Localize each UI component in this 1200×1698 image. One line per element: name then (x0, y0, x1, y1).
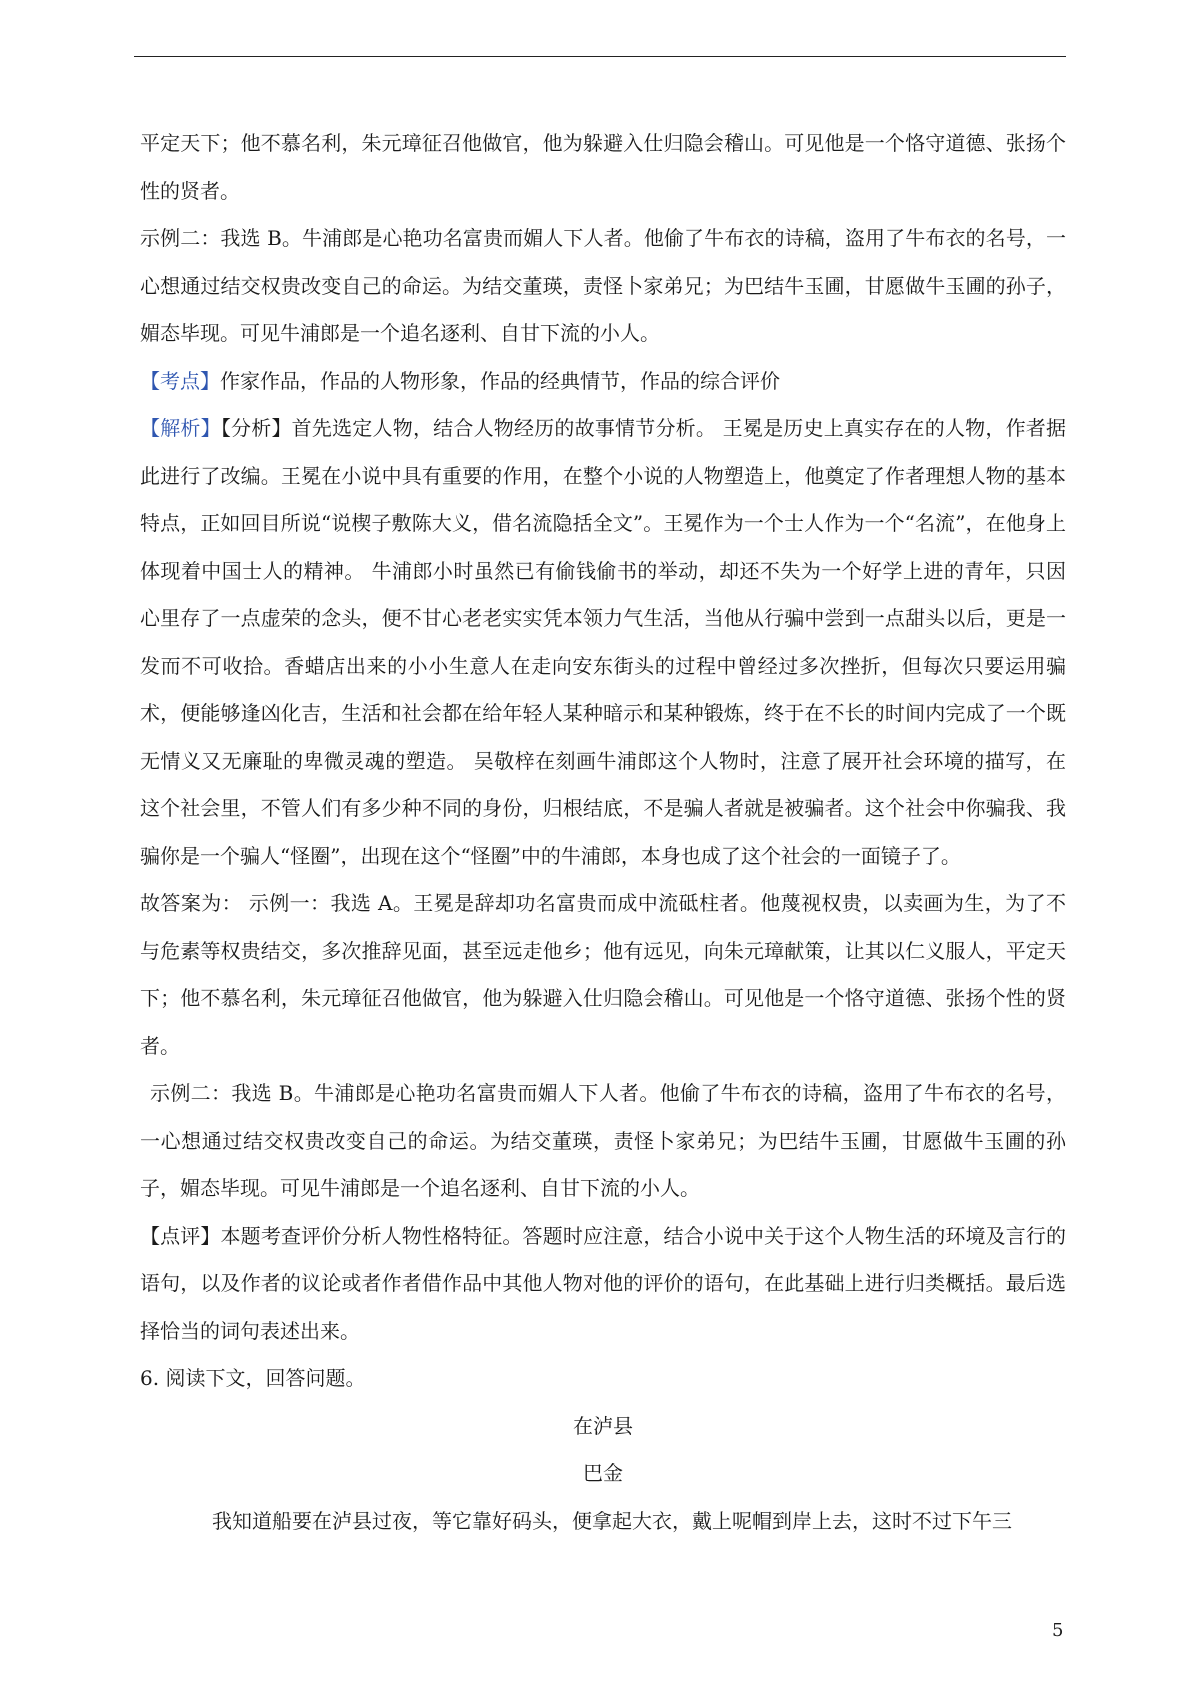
dianping-text: 本题考查评价分析人物性格特征。答题时应注意，结合小说中关于这个人物生活的环境及言行的语句，以及作者的议论或者作者借作品中其他人物对他的评价的语句，在此基础上进行归类概括。最后选择恰当的词句表述出来。 (140, 1223, 1067, 1343)
header-rule (134, 56, 1066, 57)
paragraph-answer-one: 故答案为： 示例一：我选 A。王冕是辞却功名富贵而成中流砥柱者。他蔑视权贵，以卖画为生，为了不与危素等权贵结交，多次推辞见面，甚至远走他乡；他有远见，向朱元璋献策，让其以仁义服人，平定天下；他不慕名利，朱元璋征召他做官，他为躲避入仕归隐会稽山。可见他是一个恪守道德、张扬个性的贤者。 (140, 891, 1066, 1058)
article-author: 巴金 (583, 1461, 623, 1485)
page-number: 5 (1052, 1620, 1064, 1641)
dianping-label: 【点评】 (140, 1223, 221, 1248)
paragraph-answer-two: 示例二：我选 B。牛浦郎是心艳功名富贵而媚人下人者。他偷了牛布衣的诗稿，盗用了牛布衣的名号，一心想通过结交权贵改变自己的命运。为结交董瑛，责怪卜家弟兄；为巴结牛玉圃，甘愿做牛玉圃的孙子，媚态毕现。可见牛浦郎是一个追名逐利、自甘下流的小人。 (140, 1081, 1066, 1200)
jiexi-text: 【分析】首先选定人物，结合人物经历的故事情节分析。 王冕是历史上真实存在的人物，作者据此进行了改编。王冕在小说中具有重要的作用，在整个小说的人物塑造上，他奠定了作者理想人物的基本特点，正如回目所说“说楔子敷陈大义，借名流隐括全文”。王冕作为一个士人作为一个“名流”，在他身上体现着中国士人的精神。 牛浦郎小时虽然已有偷钱偷书的举动，却还不失为一个好学上进的青年，只因心里存了一点虚荣的念头，便不甘心老老实实凭本领力气生活，当他从行骗中尝到一点甜头以后，更是一发而不可收拾。香蜡店出来的小小生意人在走向安东街头的过程中曾经过多次挫折，但每次只要运用骗术，便能够逢凶化吉，生活和社会都在给年轻人某种暗示和某种锻炼，终于在不长的时间内完成了一个既无情义又无廉耻的卑微灵魂的塑造。 吴敬梓在刻画牛浦郎这个人物时，注意了展开社会环境的描写，在这个社会里，不管人们有多少种不同的身份，归根结底，不是骗人者就是被骗者。这个社会中你骗我、我骗你是一个骗人“怪圈”，出现在这个“怪圈”中的牛浦郎，本身也成了这个社会的一面镜子了。 (140, 416, 1067, 868)
article-title: 在泸县 (573, 1413, 633, 1438)
jiexi-label: 【解析】 (140, 416, 221, 440)
paragraph-dianping (140, 1213, 1066, 1356)
question-six: 6. 阅读下文，回答问题。 (140, 1366, 366, 1390)
article-body: 我知道船要在泸县过夜，等它靠好码头，便拿起大衣，戴上呢帽到岸上去，这时不过下午三 (212, 1508, 1012, 1533)
paragraph-example-two: 示例二：我选 B。牛浦郎是心艳功名富贵而媚人下人者。他偷了牛布衣的诗稿，盗用了牛布衣的名号，一心想通过结交权贵改变自己的命运。为结交董瑛，责怪卜家弟兄；为巴结牛玉圃，甘愿做牛玉圃的孙子，媚态毕现。可见牛浦郎是一个追名逐利、自甘下流的小人。 (140, 226, 1066, 345)
kaodian-text: 作家作品，作品的人物形象，作品的经典情节，作品的综合评价 (220, 368, 780, 393)
paragraph-continuation: 平定天下；他不慕名利，朱元璋征召他做官，他为躲避入仕归隐会稽山。可见他是一个恪守道德、张扬个性的贤者。 (140, 131, 1066, 203)
kaodian-label: 【考点】 (140, 368, 220, 393)
paragraph-kaodian (140, 358, 1066, 406)
document-body (140, 120, 1066, 1545)
paragraph-jiexi (140, 405, 1066, 880)
